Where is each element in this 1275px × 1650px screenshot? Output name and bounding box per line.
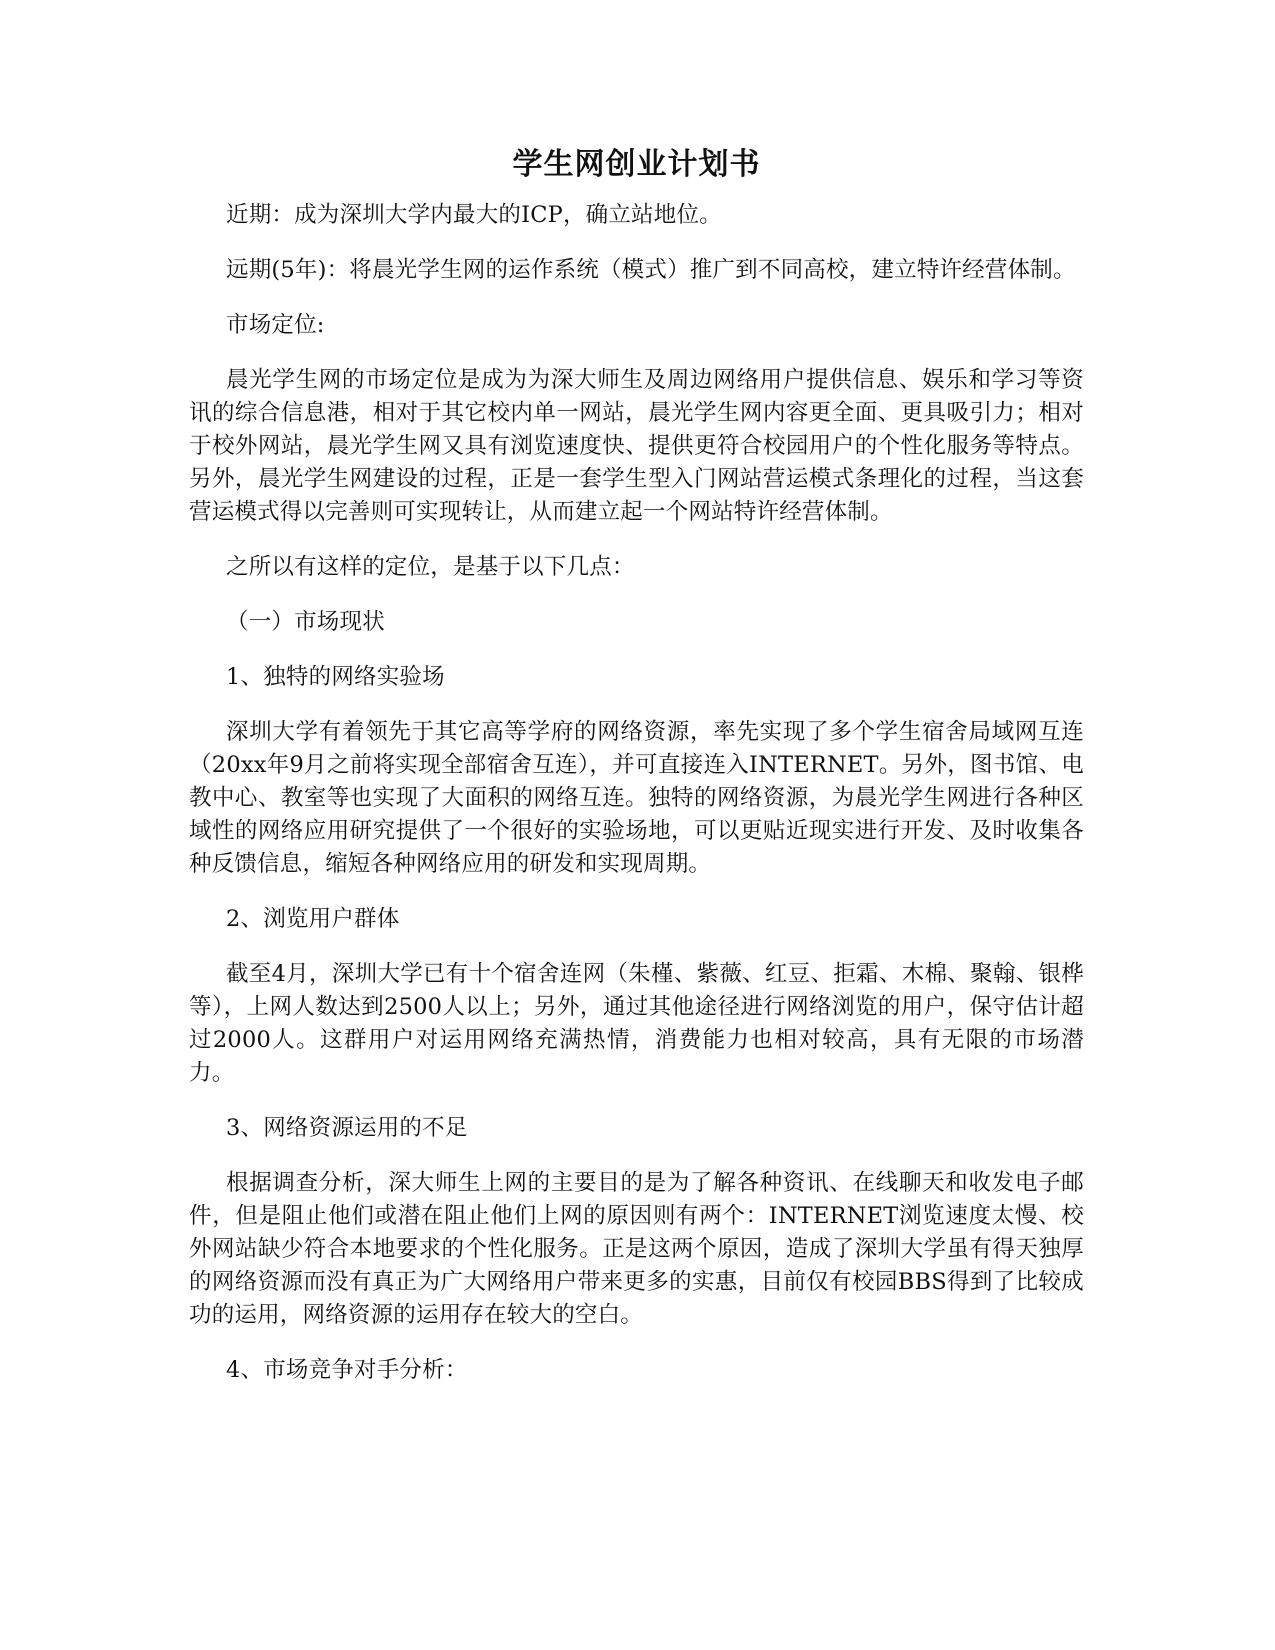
heading-market-positioning: 市场定位: — [226, 312, 325, 338]
heading-market-status: （一）市场现状 — [226, 609, 385, 635]
heading-resource-shortage: 3、网络资源运用的不足 — [226, 1115, 468, 1141]
paragraph-near-term-goal: 近期：成为深圳大学内最大的ICP，确立站地位。 — [226, 202, 722, 228]
paragraph-resource-shortage: 根据调查分析，深大师生上网的主要目的是为了解各种资讯、在线聊天和收发电子邮件，但是阻止他们或潜在阻止他们上网的原因则有两个：INTERNET浏览速度太慢、校外网站缺少符合本地要求的个性化服务。正是这两个原因，造成了深圳大学虽有得天独厚的网络资源而没有真正为广大网络用户带来更多的实惠，目前仅有校园BBS得到了比较成功的运用，网络资源的运用存在较大的空白。 — [189, 1170, 1084, 1328]
heading-user-group: 2、浏览用户群体 — [226, 906, 400, 932]
heading-network-lab: 1、独特的网络实验场 — [226, 664, 445, 690]
paragraph-long-term-goal: 远期(5年)：将晨光学生网的运作系统（模式）推广到不同高校，建立特许经营体制。 — [226, 257, 1076, 283]
document-title: 学生网创业计划书 — [512, 147, 761, 182]
heading-competitor-analysis: 4、市场竞争对手分析： — [226, 1357, 468, 1383]
paragraph-network-lab: 深圳大学有着领先于其它高等学府的网络资源，率先实现了多个学生宿舍局域网互连（20xx年9月之前将实现全部宿舍互连），并可直接连入INTERNET。另外，图书馆、电教中心、教室等也实现了大面积的网络互连。独特的网络资源，为晨光学生网进行各种区域性的网络应用研究提供了一个很好的实验场地，可以更贴近现实进行开发、及时收集各种反馈信息，缩短各种网络应用的研发和实现周期。 — [189, 719, 1084, 877]
paragraph-user-group: 截至4月，深圳大学已有十个宿舍连网（朱槿、紫薇、红豆、拒霜、木棉、聚翰、银桦等），上网人数达到2500人以上；另外，通过其他途径进行网络浏览的用户，保守估计超过2000人。这群用户对运用网络充满热情，消费能力也相对较高，具有无限的市场潜力。 — [189, 961, 1084, 1086]
paragraph-basis-intro: 之所以有这样的定位，是基于以下几点： — [226, 554, 635, 580]
paragraph-market-positioning: 晨光学生网的市场定位是成为为深大师生及周边网络用户提供信息、娱乐和学习等资讯的综合信息港，相对于其它校内单一网站，晨光学生网内容更全面、更具吸引力；相对于校外网站，晨光学生网又具有浏览速度快、提供更符合校园用户的个性化服务等特点。另外，晨光学生网建设的过程，正是一套学生型入门网站营运模式条理化的过程，当这套营运模式得以完善则可实现转让，从而建立起一个网站特许经营体制。 — [189, 367, 1084, 525]
document-body — [189, 145, 1084, 1409]
